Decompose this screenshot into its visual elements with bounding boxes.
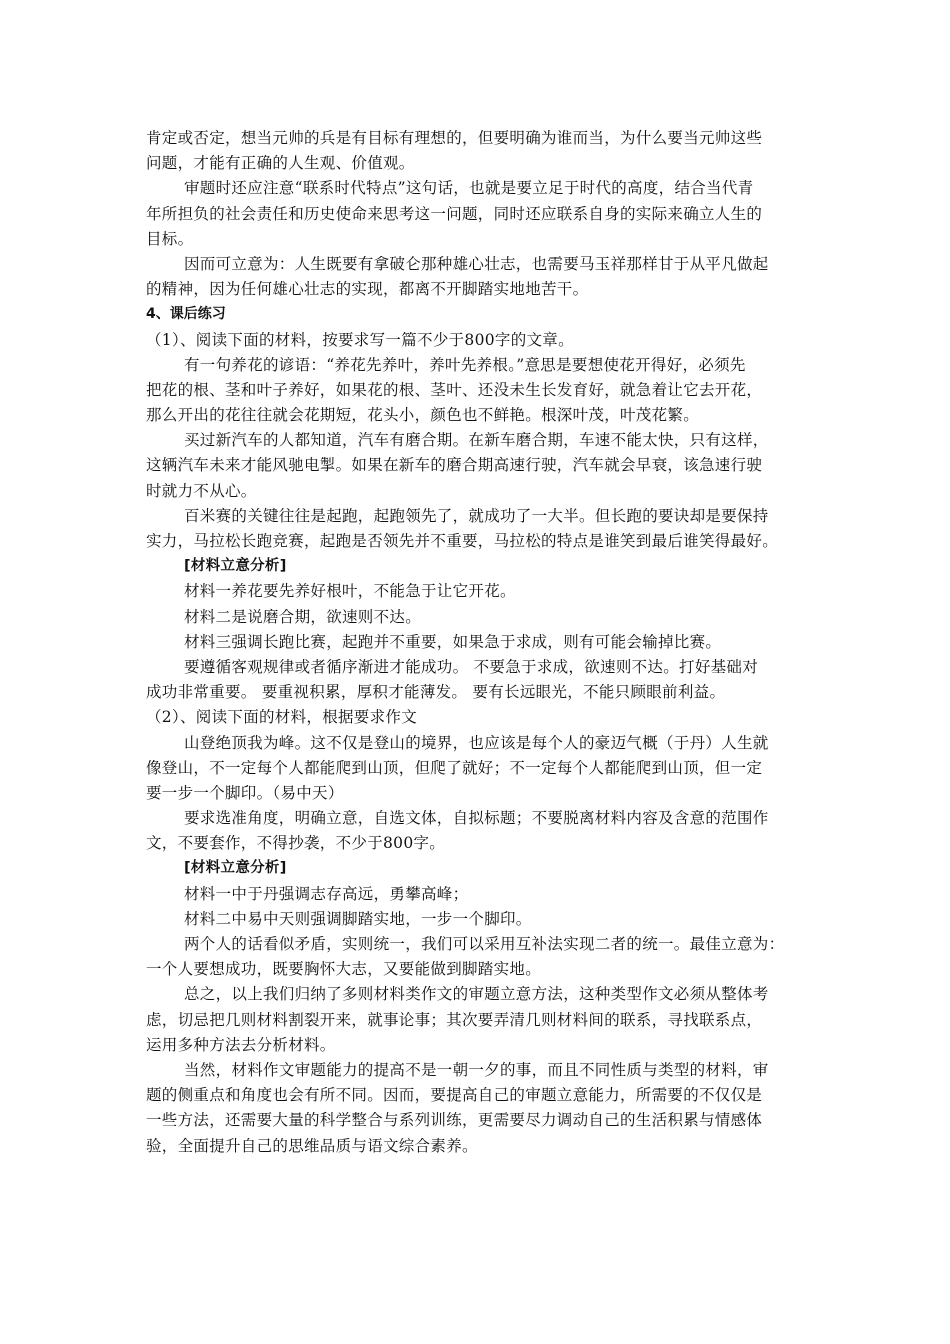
text-line: 要遵循客观规律或者循序渐进才能成功。 不要急于求成，欲速则不达。打好基础对 [184,657,759,676]
text-line: 材料一中于丹强调志存高远，勇攀高峰； [184,884,469,903]
text-line: 材料二中易中天则强调脚踏实地，一步一个脚印。 [184,909,532,928]
text-line: 这辆汽车未来才能风驰电掣。如果在新车的磨合期高速行驶，汽车就会早衰，该急速行驶 [146,456,763,475]
text-line: 当然，材料作文审题能力的提高不是一朝一夕的事，而且不同性质与类型的材料，审 [184,1060,769,1079]
text-line: 材料三强调长跑比赛，起跑并不重要，如果急于求成，则有可能会输掉比赛。 [184,632,722,651]
text-line: 实力，马拉松长跑竞赛，起跑是否领先并不重要，马拉松的特点是谁笑到最后谁笑得最好。 [146,532,779,550]
text-line: 那么开出的花往往就会花期短，花头小，颜色也不鲜艳。根深叶茂，叶茂花繁。 [146,406,700,425]
text-line: 山登绝顶我为峰。这不仅是登山的境界，也应该是每个人的豪迈气概（于丹）人生就 [184,733,769,752]
text-line: 百米赛的关键往往是起跑，起跑领先了，就成功了一大半。但长跑的要诀却是要保持 [184,506,769,525]
text-line: 的精神，因为任何雄心壮志的实现，都离不开脚踏实地地苦干。 [146,280,589,299]
text-line: 虑，切忌把几则材料割裂开来，就事论事；其次要弄清几则材料间的联系，寻找联系点， [146,1010,763,1029]
text-line: 成功非常重要。 要重视积累，厚积才能薄发。 要有长远眼光，不能只顾眼前利益。 [146,683,726,702]
text-line: 目标。 [146,229,194,248]
text-line: 像登山，不一定每个人都能爬到山顶，但爬了就好；不一定每个人都能爬到山顶，但一定 [146,758,763,777]
text-line: 时就力不从心。 [146,481,257,500]
text-line: 买过新汽车的人都知道，汽车有磨合期。在新车磨合期，车速不能太快，只有这样， [184,431,769,450]
text-line: 审题时还应注意“联系时代特点”这句话，也就是要立足于时代的高度，结合当代青 [184,179,754,198]
text-line: 因而可立意为：人生既要有拿破仑那种雄心壮志，也需要马玉祥那样甘于从平凡做起 [184,254,769,273]
section-heading: 4、课后练习 [146,306,226,323]
text-line: （2）、阅读下面的材料，根据要求作文 [146,708,418,727]
text-line: 文，不要套作，不得抄袭，不少于800字。 [146,834,446,853]
text-line: 运用多种方法去分析材料。 [146,1035,336,1054]
text-line: 要一步一个脚印。（易中天） [146,783,344,802]
text-line: 问题，才能有正确的人生观、价值观。 [146,154,415,173]
text-line: 材料二是说磨合期，欲速则不达。 [184,607,422,626]
text-line: 题的侧重点和角度也会有所不同。因而，要提高自己的审题立意能力，所需要的不仅仅是 [146,1086,763,1105]
text-line: （1）、阅读下面的材料，按要求写一篇不少于800字的文章。 [146,330,574,349]
text-line: 肯定或否定，想当元帅的兵是有目标有理想的，但要明确为谁而当，为什么要当元帅这些 [146,129,763,147]
text-line: 有一句养花的谚语：“养花先养叶，养叶先养根。”意思是要想使花开得好，必须先 [184,355,746,374]
text-line: 两个人的话看似矛盾，实则统一，我们可以采用互补法实现二者的统一。最佳立意为： [184,935,785,953]
document-page [146,126,810,1159]
text-line: 材料一养花要先养好根叶，不能急于让它开花。 [184,582,516,601]
text-line: 总之，以上我们归纳了多则材料类作文的审题立意方法，这种类型作文必须从整体考 [184,985,769,1004]
text-line: 一些方法，还需要大量的科学整合与系列训练，更需要尽力调动自己的生活积累与情感体 [146,1111,763,1130]
text-line: 年所担负的社会责任和历史使命来思考这一问题，同时还应联系自身的实际来确立人生的 [146,204,763,223]
text-line: 验，全面提升自己的思维品质与语文综合素养。 [146,1136,478,1155]
text-line: 要求选准角度，明确立意，自选文体，自拟标题；不要脱离材料内容及含意的范围作 [184,809,769,828]
text-line: 把花的根、茎和叶子养好，如果花的根、茎叶、还没未生长发育好，就急着让它去开花， [146,380,763,399]
analysis-subheading: [材料立意分析] [184,558,287,575]
text-line: 一个人要想成功，既要胸怀大志，又要能做到脚踏实地。 [146,960,542,979]
analysis-subheading: [材料立意分析] [184,860,287,877]
